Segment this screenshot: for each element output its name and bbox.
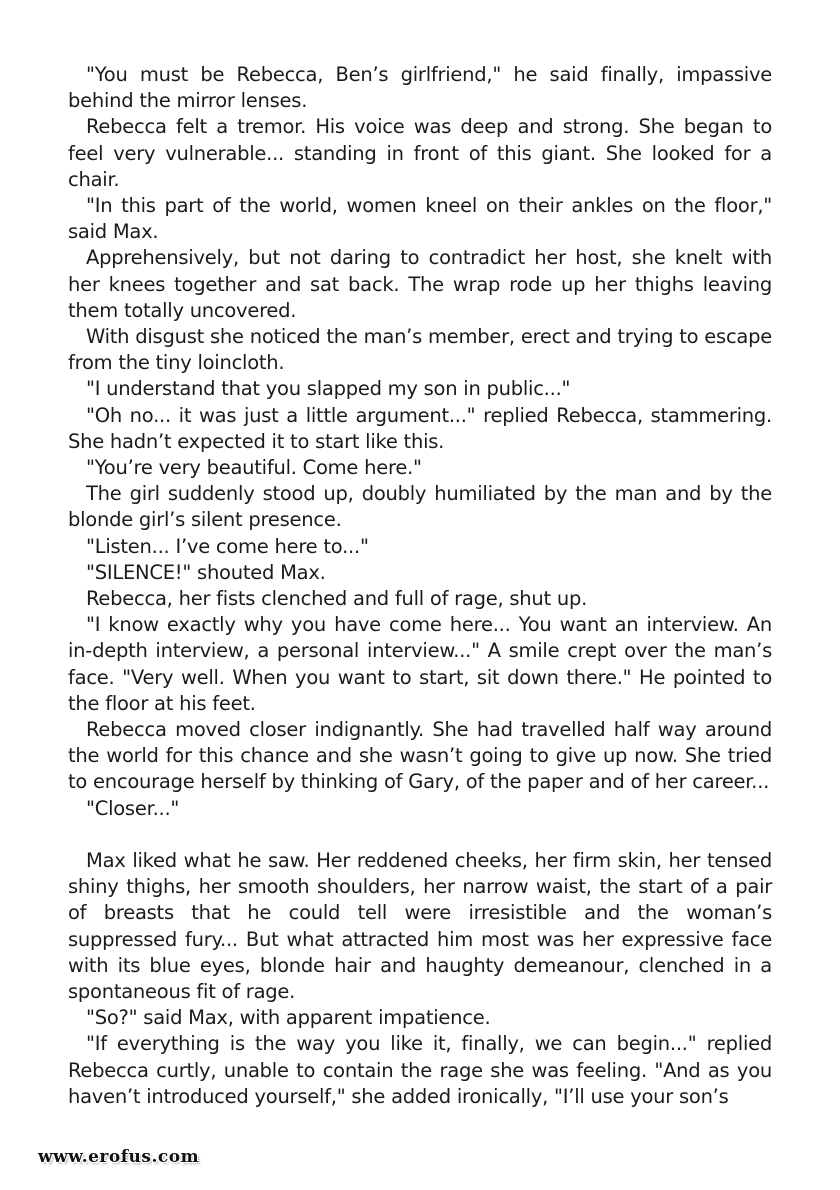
paragraph: "You must be Rebecca, Ben’s girlfriend," he said finally, impassive behind the mirror lenses. xyxy=(68,63,772,113)
paragraph: With disgust she noticed the man’s member, erect and trying to escape from the tiny loincloth. xyxy=(68,325,772,375)
paragraph: "You’re very beautiful. Come here." xyxy=(86,456,422,480)
paragraph: "Oh no... it was just a little argument..." replied Rebecca, stammering. She hadn’t expected it to start like this. xyxy=(68,403,772,453)
paragraph: "If everything is the way you like it, finally, we can begin..." replied Rebecca curtly, unable to contain the rage she was feeling. "And as you haven’t introduced yourself," she added ironically, "I’ll use your son’s xyxy=(68,1032,772,1108)
paragraph: "In this part of the world, women kneel on their ankles on the floor," said Max. xyxy=(68,194,772,244)
paragraph: "Listen... I’ve come here to..." xyxy=(86,534,369,558)
paragraph: Rebecca, her fists clenched and full of rage, shut up. xyxy=(86,587,588,611)
paragraph: Rebecca felt a tremor. His voice was deep and strong. She began to feel very vulnerable... standing in front of this giant. She looked for a chair. xyxy=(68,115,772,191)
watermark-logo: www.erofus.com xyxy=(38,1147,200,1167)
paragraph: Apprehensively, but not daring to contradict her host, she knelt with her knees together and sat back. The wrap rode up her thighs leaving them totally uncovered. xyxy=(68,246,772,322)
section-break xyxy=(68,822,772,848)
paragraph: "So?" said Max, with apparent impatience. xyxy=(86,1006,491,1030)
paragraph: "SILENCE!" shouted Max. xyxy=(86,560,326,584)
paragraph: Rebecca moved closer indignantly. She had travelled half way around the world for this chance and she wasn’t going to give up now. She tried to encourage herself by thinking of Gary, of the paper and of her career... xyxy=(68,718,772,794)
paragraph: "I know exactly why you have come here... You want an interview. An in-depth interview, a personal interview..." A smile crept over the man’s face. "Very well. When you want to start, sit down there." He pointed to the floor at his feet. xyxy=(68,613,772,715)
paragraph: "Closer..." xyxy=(86,796,180,820)
paragraph: Max liked what he saw. Her reddened cheeks, her firm skin, her tensed shiny thighs, her smooth shoulders, her narrow waist, the start of a pair of breasts that he could tell were irresistible and the woman’s suppressed fury... But what attracted him most was her expressive face with its blue eyes, blonde hair and haughty demeanour, clenched in a spontaneous fit of rage. xyxy=(68,848,772,1003)
body-text xyxy=(68,62,772,1110)
paragraph: The girl suddenly stood up, doubly humiliated by the man and by the blonde girl’s silent presence. xyxy=(68,482,772,532)
paragraph: "I understand that you slapped my son in public..." xyxy=(86,377,571,401)
